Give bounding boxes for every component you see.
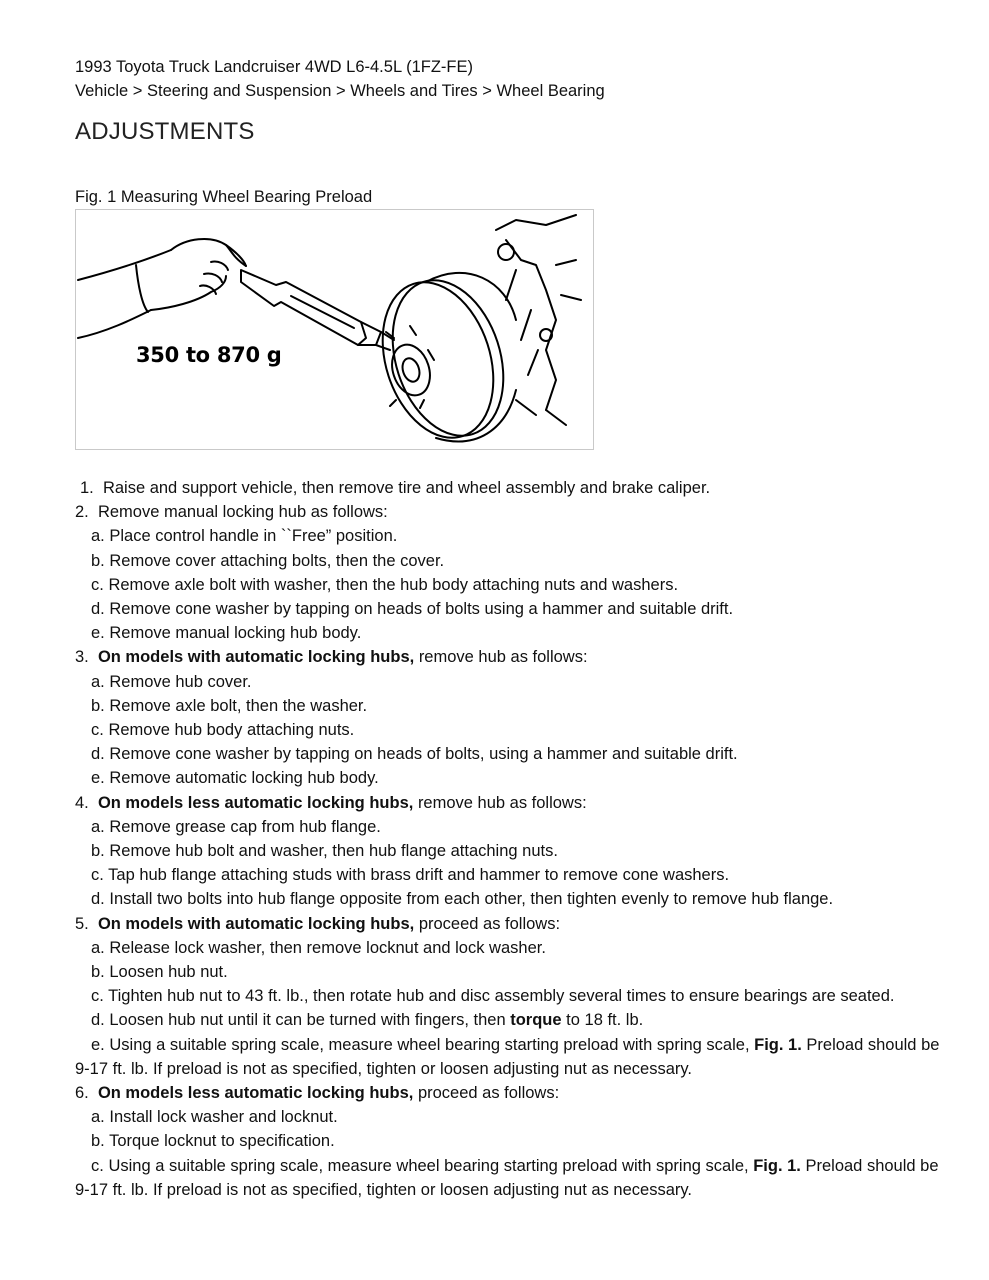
step-text: proceed as follows: xyxy=(418,914,561,933)
step-5 xyxy=(75,912,945,936)
spring-scale xyxy=(241,270,366,345)
step-6 xyxy=(75,1081,945,1105)
substep-text: Loosen hub nut until it can be turned with fingers, then xyxy=(109,1011,506,1030)
substep-text: Remove cone washer by tapping on heads of bolts using a hammer and suitable drift. xyxy=(109,600,734,619)
substep-text: Remove manual locking hub body. xyxy=(109,624,362,643)
substep-text: Remove axle bolt with washer, then the hub body attaching nuts and washers. xyxy=(108,575,679,594)
substep-text: Remove cone washer by tapping on heads of bolts, using a hammer and suitable drift. xyxy=(109,745,738,764)
substep-5-a xyxy=(75,936,945,960)
substep-6-c xyxy=(75,1154,945,1202)
substep-letter: d. xyxy=(91,600,105,619)
substep-text: Place control handle in ``Free” position. xyxy=(109,527,398,546)
substep-letter: c. xyxy=(91,866,104,885)
substep-letter: a. xyxy=(91,938,105,957)
substep-text: Tighten hub nut to 43 ft. lb., then rotate hub and disc assembly several times to ensure bearings are seated. xyxy=(108,987,895,1006)
step-1 xyxy=(75,476,945,500)
substep-letter: b. xyxy=(91,551,105,570)
substep-letter: c. xyxy=(91,721,104,740)
substep-text: Remove cover attaching bolts, then the cover. xyxy=(109,551,445,570)
substep-text: Remove grease cap from hub flange. xyxy=(109,817,381,836)
substep-text: Remove hub cover. xyxy=(109,672,252,691)
substep-3-e xyxy=(75,766,945,790)
step-text: remove hub as follows: xyxy=(418,648,588,667)
substep-letter: b. xyxy=(91,696,105,715)
arm-outline xyxy=(78,250,171,338)
substep-letter: a. xyxy=(91,672,105,691)
section-title: ADJUSTMENTS xyxy=(75,118,255,145)
substep-text: Using a suitable spring scale, measure wheel bearing starting preload with spring scale, xyxy=(109,1035,750,1054)
substep-letter: b. xyxy=(91,842,105,861)
substep-letter: d. xyxy=(91,745,105,764)
substep-2-a xyxy=(75,524,945,548)
substep-text: Remove axle bolt, then the washer. xyxy=(109,696,368,715)
substep-letter: d. xyxy=(91,1011,105,1030)
step-emphasis: On models less automatic locking hubs, xyxy=(97,1084,414,1103)
step-text: remove hub as follows: xyxy=(417,793,587,812)
substep-letter: a. xyxy=(91,817,105,836)
substep-3-d xyxy=(75,742,945,766)
step-emphasis: On models with automatic locking hubs, xyxy=(97,648,415,667)
wheel-bearing-illustration xyxy=(76,210,594,450)
substep-6-b xyxy=(75,1129,945,1153)
step-number: 4. xyxy=(75,793,89,812)
substep-4-a xyxy=(75,815,945,839)
substep-4-c xyxy=(75,863,945,887)
step-3 xyxy=(75,645,945,669)
substep-2-e xyxy=(75,621,945,645)
step-text: Remove manual locking hub as follows: xyxy=(97,503,388,522)
substep-text-continued: Preload should be 9-17 ft. lb. If preload is not as specified, tighten or loosen adjusting nut as necessary. xyxy=(75,1156,939,1199)
substep-emphasis: Fig. 1. xyxy=(754,1035,802,1054)
substep-letter: c. xyxy=(91,1156,104,1175)
substep-4-b xyxy=(75,839,945,863)
substep-text-continued: Preload should be 9-17 ft. lb. If preload is not as specified, tighten or loosen adjusting nut as necessary. xyxy=(75,1035,940,1078)
substep-letter: e. xyxy=(91,624,105,643)
substep-text: Release lock washer, then remove locknut and lock washer. xyxy=(109,938,546,957)
substep-2-b xyxy=(75,549,945,573)
substep-text: Remove automatic locking hub body. xyxy=(109,769,379,788)
substep-text: Remove hub body attaching nuts. xyxy=(108,721,355,740)
substep-letter: b. xyxy=(91,1132,105,1151)
substep-letter: a. xyxy=(91,527,105,546)
substep-2-d xyxy=(75,597,945,621)
step-text: Raise and support vehicle, then remove tire and wheel assembly and brake caliper. xyxy=(102,479,711,497)
substep-letter: b. xyxy=(91,963,105,982)
substep-3-a xyxy=(75,670,945,694)
substep-text: Tap hub flange attaching studs with brass drift and hammer to remove cone washers. xyxy=(108,866,730,885)
breadcrumb: Vehicle > Steering and Suspension > Wheels and Tires > Wheel Bearing xyxy=(75,82,605,100)
substep-2-c xyxy=(75,573,945,597)
substep-letter: a. xyxy=(91,1108,105,1127)
step-emphasis: On models with automatic locking hubs, xyxy=(97,914,415,933)
substep-letter: e. xyxy=(91,769,105,788)
substep-4-d xyxy=(75,887,945,911)
step-number: 2. xyxy=(75,503,89,522)
substep-text: Install lock washer and locknut. xyxy=(109,1108,338,1127)
substep-letter: c. xyxy=(91,987,104,1006)
substep-6-a xyxy=(75,1105,945,1129)
step-number: 5. xyxy=(75,914,89,933)
substep-text-continued: to 18 ft. lb. xyxy=(566,1011,644,1030)
substep-emphasis: torque xyxy=(510,1011,562,1030)
step-4 xyxy=(75,791,945,815)
hand-outline xyxy=(151,239,246,310)
step-text: proceed as follows: xyxy=(417,1084,560,1103)
substep-5-c xyxy=(75,984,945,1008)
substep-emphasis: Fig. 1. xyxy=(753,1156,801,1175)
step-number: 6. xyxy=(75,1084,89,1103)
substep-text: Install two bolts into hub flange opposite from each other, then tighten evenly to remove hub flange. xyxy=(109,890,834,909)
substep-letter: d. xyxy=(91,890,105,909)
step-2 xyxy=(75,500,945,524)
figure-caption: Fig. 1 Measuring Wheel Bearing Preload xyxy=(75,188,373,206)
substep-5-e xyxy=(75,1033,945,1081)
substep-5-d xyxy=(75,1008,945,1032)
substep-3-c xyxy=(75,718,945,742)
substep-letter: c. xyxy=(91,575,104,594)
step-emphasis: On models less automatic locking hubs, xyxy=(97,793,414,812)
substep-text: Remove hub bolt and washer, then hub flange attaching nuts. xyxy=(109,842,558,861)
vehicle-line: 1993 Toyota Truck Landcruiser 4WD L6-4.5L (1FZ-FE) xyxy=(75,58,473,76)
wheel-bearing-figure xyxy=(75,209,594,450)
substep-5-b xyxy=(75,960,945,984)
substep-text: Using a suitable spring scale, measure wheel bearing starting preload with spring scale, xyxy=(108,1156,749,1175)
figure-label: 350 to 870 g xyxy=(136,343,282,367)
substep-letter: e. xyxy=(91,1035,105,1054)
substep-text: Loosen hub nut. xyxy=(109,963,228,982)
step-number: 3. xyxy=(75,648,89,667)
substep-text: Torque locknut to specification. xyxy=(109,1132,335,1151)
procedure-steps xyxy=(75,476,945,1202)
substep-3-b xyxy=(75,694,945,718)
step-number: 1. xyxy=(80,479,94,497)
